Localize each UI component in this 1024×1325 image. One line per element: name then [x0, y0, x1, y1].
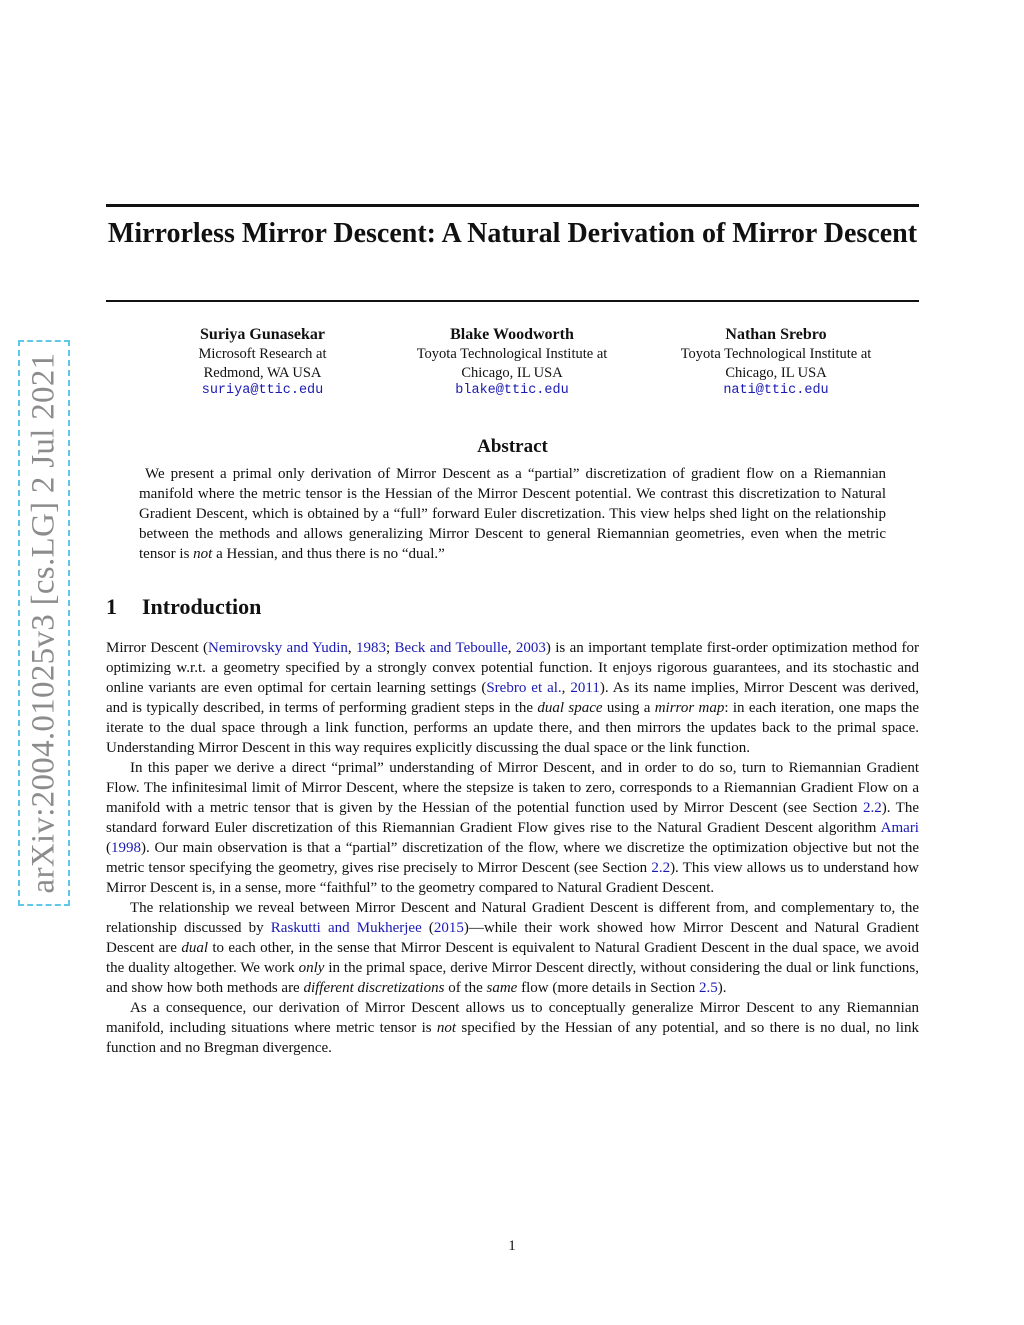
- author-affiliation: Chicago, IL USA: [461, 364, 563, 381]
- page-number: 1: [508, 1238, 516, 1254]
- paragraph: Mirror Descent (Nemirovsky and Yudin, 1983; Beck and Teboulle, 2003) is an important template first-order optimization method for optimizing w.r.t. a geometry specified by a strongly convex potential function. It enjoys rigorous guarantees, and its stochastic and online variants are even optimal for certain learning settings (Srebro et al., 2011). As its name implies, Mirror Descent was derived, and is typically described, in terms of performing gradient steps in the dual space using a mirror map: in each iteration, one maps the iterate to the dual space through a link function, performs an update there, and then mirrors the updates back to the primal space. Understanding Mirror Descent in this way requires explicitly discussing the dual space or the link function.: [106, 640, 920, 756]
- author-email[interactable]: blake@ttic.edu: [455, 383, 569, 398]
- citation-link[interactable]: Amari: [880, 820, 919, 836]
- paragraph: As a consequence, our derivation of Mirror Descent allows us to conceptually generalize Mirror Descent to any Riemannian manifold, including situations where metric tensor is not specified by the Hessian of any potential, and so there is no dual, no link function and no Bregman divergence.: [106, 1000, 920, 1056]
- author-affiliation: Toyota Technological Institute at: [680, 346, 872, 362]
- arxiv-id: arXiv:2004.01025v3 [cs.LG] 2 Jul 2021: [25, 352, 62, 894]
- section-title: Introduction: [142, 594, 262, 619]
- paragraph: The relationship we reveal between Mirror Descent and Natural Gradient Descent is different from, and complementary to, the relationship discussed by Raskutti and Mukherjee (2015)—while their work showed how Mirror Descent and Natural Gradient Descent are dual to each other, in the sense that Mirror Descent is equivalent to Natural Gradient Descent in the dual space, we avoid the duality altogether. We work only in the primal space, derive Mirror Descent directly, without considering the dual or link functions, and show how both methods are different discretizations of the same flow (more details in Section 2.5).: [106, 900, 920, 996]
- author-affiliation: Toyota Technological Institute at: [416, 346, 608, 362]
- citation-link[interactable]: Nemirovsky and Yudin: [208, 640, 348, 656]
- citation-link[interactable]: 1998: [111, 840, 141, 856]
- author-block-2: [392, 325, 632, 401]
- section-ref-link[interactable]: 2.2: [651, 860, 671, 876]
- citation-link[interactable]: Beck and Teboulle: [394, 640, 508, 656]
- emphasis: dual space: [537, 700, 603, 716]
- arxiv-stamp: [18, 340, 70, 906]
- paragraph: In this paper we derive a direct “primal” understanding of Mirror Descent, and in order to do so, turn to Riemannian Gradient Flow. The infinitesimal limit of Mirror Descent, where the stepsize is taken to zero, corresponds to a Riemannian Gradient Flow on a manifold with a metric tensor that is given by the Hessian of the potential function used by Mirror Descent (see Section 2.2). The standard forward Euler discretization of this Riemannian Gradient Flow gives rise to the Natural Gradient Descent algorithm Amari (1998). Our main observation is that a “partial” discretization of the flow, where we discretize the optimization objective but not the metric tensor specifying the geometry, gives rise precisely to Mirror Descent (see Section 2.2). This view allows us to understand how Mirror Descent is, in a sense, more “faithful” to the geometry compared to Natural Gradient Descent.: [106, 760, 920, 896]
- author-affiliation: Redmond, WA USA: [203, 364, 322, 381]
- citation-link[interactable]: 1983: [355, 640, 386, 656]
- citation-link[interactable]: 2003: [515, 640, 546, 656]
- section-ref-link[interactable]: 2.5: [698, 980, 718, 996]
- author-name: Suriya Gunasekar: [200, 326, 325, 343]
- author-name: Blake Woodworth: [450, 326, 574, 343]
- paper-title: Mirrorless Mirror Descent: A Natural Derivation of Mirror Descent: [107, 218, 918, 249]
- emphasis: different discretizations: [303, 980, 445, 996]
- section-ref-link[interactable]: 2.2: [863, 800, 882, 816]
- author-name: Nathan Srebro: [725, 326, 827, 343]
- author-email[interactable]: suriya@ttic.edu: [201, 383, 324, 398]
- abstract-heading: Abstract: [477, 436, 548, 457]
- citation-link[interactable]: Srebro et al.: [486, 680, 562, 696]
- author-email[interactable]: nati@ttic.edu: [723, 383, 829, 398]
- author-block-3: [656, 325, 896, 401]
- author-affiliation: Microsoft Research at: [198, 346, 327, 362]
- citation-link[interactable]: Raskutti and Mukherjee: [270, 920, 422, 936]
- emphasis: mirror map: [654, 700, 725, 716]
- abstract-text: We present a primal only derivation of Mirror Descent as a “partial” discretization of gradient flow on a Riemannian manifold where the metric tensor is the Hessian of the Mirror Descent potential. We contrast this discretization to Natural Gradient Descent, which is obtained by a “full” forward Euler discretization. This view helps shed light on the relationship between the methods and allows generalizing Mirror Descent to general Riemannian geometries, even when the metric tensor is not a Hessian, and thus there is no “dual.”: [139, 466, 886, 562]
- emphasis: dual: [181, 940, 208, 956]
- emphasis: only: [298, 960, 325, 976]
- emphasis: not: [193, 546, 213, 562]
- section-heading: [106, 594, 261, 620]
- author-affiliation: Chicago, IL USA: [725, 364, 827, 381]
- introduction-body: [106, 638, 919, 1058]
- title-rule-bottom: [106, 300, 919, 302]
- title-rule-top: [106, 204, 919, 207]
- emphasis: same: [486, 980, 518, 996]
- citation-link[interactable]: 2015: [433, 920, 464, 936]
- citation-link[interactable]: 2011: [570, 680, 600, 696]
- author-block-1: [150, 325, 375, 401]
- emphasis: not: [436, 1020, 457, 1036]
- section-number: 1: [106, 594, 117, 619]
